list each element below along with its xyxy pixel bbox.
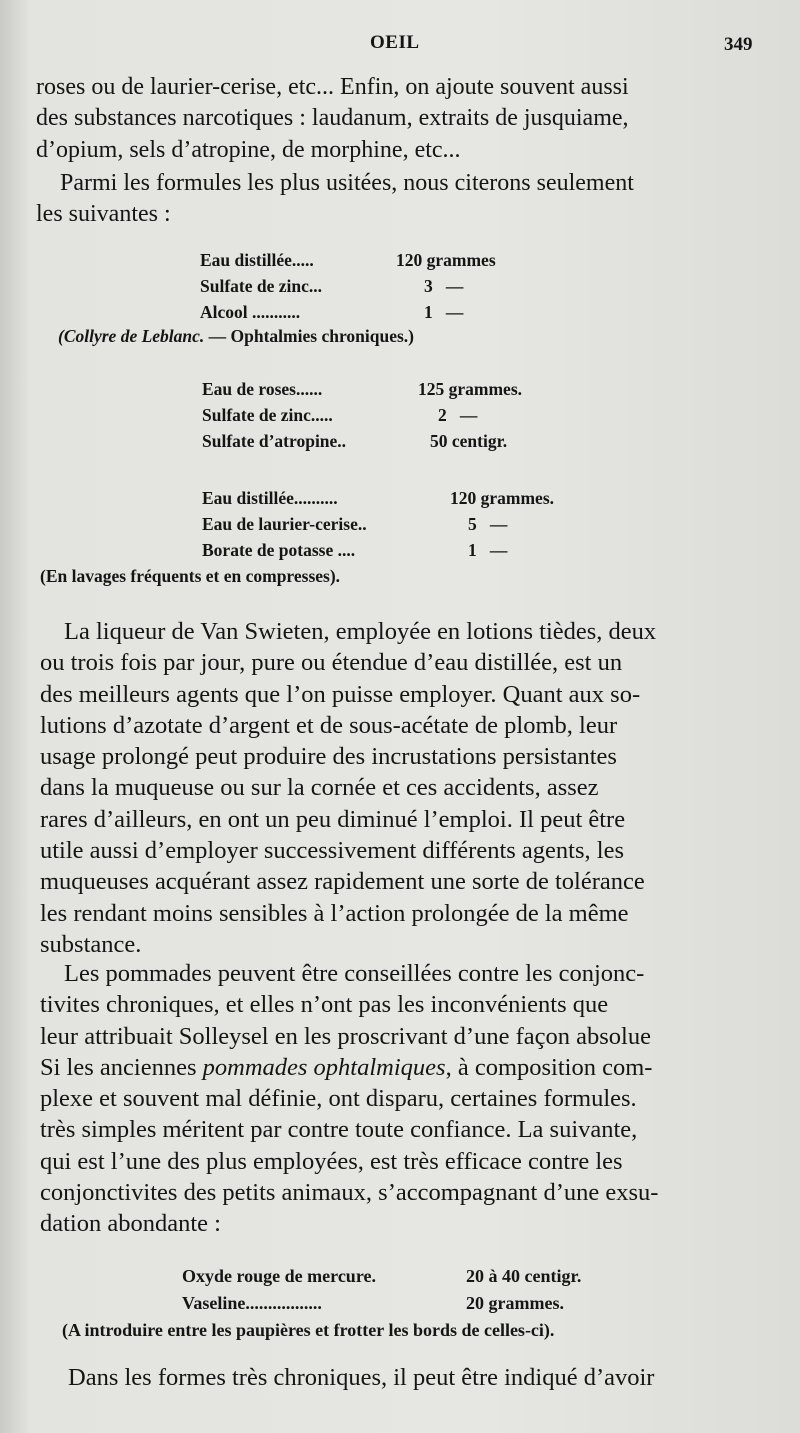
formula-row: [202, 402, 522, 428]
formula-caption: (En lavages fréquents et en compresses).: [40, 566, 341, 586]
text-line: tivites chroniques, et elles n’ont pas les inconvénients que: [40, 991, 609, 1019]
ingredient-quantity: 50 centigr.: [430, 431, 508, 451]
ingredient-name: Eau distillée.....: [200, 250, 314, 270]
text-run: Si les anciennes: [40, 1053, 203, 1081]
text-line: roses ou de laurier-cerise, etc... Enfin, on ajoute souvent aussi: [36, 74, 629, 100]
text-line: d’opium, sels d’atropine, de morphine, etc...: [36, 136, 461, 163]
ingredient-quantity: 1 —: [424, 302, 464, 322]
formula-row: [182, 1263, 581, 1290]
text-line: dation abondante :: [40, 1210, 221, 1238]
text-line: les rendant moins sensibles à l’action prolongée de la même: [40, 899, 629, 927]
ingredient-name: Sulfate de zinc.....: [202, 405, 333, 425]
formula-row: [200, 247, 496, 273]
text-line: très simples méritent par contre toute confiance. La suivante,: [40, 1116, 638, 1144]
formula-row: [202, 376, 522, 402]
ingredient-name: Alcool ...........: [200, 302, 301, 322]
text-line: plexe et souvent mal définie, ont disparu, certaines formules.: [40, 1085, 637, 1113]
closing-paragraph: [40, 1362, 762, 1393]
ingredient-quantity: 20 à 40 centigr.: [466, 1266, 582, 1286]
ingredient-quantity: 2 —: [438, 405, 478, 425]
running-head: OEIL: [370, 32, 420, 53]
text-line: qui est l’une des plus employées, est très efficace contre les: [40, 1147, 623, 1175]
formula-borate: [202, 485, 554, 563]
formula-caption: (A introduire entre les paupières et frotter les bords de celles-ci).: [62, 1320, 555, 1340]
formula-row: [202, 511, 554, 537]
formulas-intro-paragraph: [36, 168, 763, 231]
text-line: rares d’ailleurs, en ont un peu diminué l’emploi. Il peut être: [40, 805, 626, 833]
text-line: des meilleurs agents que l’on puisse employer. Quant aux so-: [40, 680, 641, 708]
ingredient-quantity: 120 grammes.: [450, 488, 555, 508]
text-line: muqueuses acquérant assez rapidement une sorte de tolérance: [40, 868, 645, 896]
caption-italic: (Collyre de Leblanc.: [58, 326, 205, 346]
formula-row: [182, 1290, 581, 1317]
text-line: utile aussi d’employer successivement différents agents, les: [40, 837, 624, 865]
ingredient-quantity: 3 —: [424, 276, 464, 296]
text-line: leur attribuait Solleysel en les proscrivant d’une façon absolue: [40, 1022, 651, 1050]
text-line: usage prolongé peut produire des incrustations persistantes: [40, 743, 617, 771]
formula-row: [202, 485, 554, 511]
text-line: ou trois fois par jour, pure ou étendue d’eau distillée, est un: [40, 649, 623, 677]
formula-row: [200, 273, 496, 299]
formula-caption: [58, 326, 414, 347]
ingredient-name: Sulfate d’atropine..: [202, 431, 347, 451]
ingredient-name: Borate de potasse ....: [202, 540, 356, 560]
text-line: [40, 1052, 762, 1083]
text-line: Les pommades peuvent être conseillées contre les conjonc-: [64, 960, 645, 987]
text-line: dans la muqueuse ou sur la cornée et ces accidents, assez: [40, 774, 599, 802]
ingredient-name: Eau de roses......: [202, 379, 323, 399]
page-header: [0, 32, 800, 60]
ingredient-quantity: 120 grammes: [396, 250, 496, 270]
ingredient-quantity: 20 grammes.: [466, 1293, 564, 1313]
formula-row: [202, 428, 522, 454]
formula-row: [202, 537, 554, 563]
pommades-paragraph: [40, 958, 762, 1240]
text-run: , à composition com-: [445, 1053, 653, 1081]
text-line: substance.: [40, 930, 142, 958]
text-line: lutions d’azotate d’argent et de sous-acétate de plomb, leur: [40, 711, 618, 739]
formula-leblanc: [200, 247, 496, 325]
caption-text: — Ophtalmies chroniques.): [204, 326, 414, 346]
text-line: des substances narcotiques : laudanum, extraits de jusquiame,: [36, 105, 629, 132]
text-line: La liqueur de Van Swieten, employée en lotions tièdes, deux: [64, 618, 657, 645]
ingredient-name: Sulfate de zinc...: [200, 276, 323, 296]
ingredient-quantity: 1 —: [468, 540, 508, 560]
formula-row: [200, 299, 496, 325]
van-swieten-paragraph: [40, 616, 762, 960]
page-number: 349: [724, 34, 753, 55]
ingredient-quantity: 5 —: [468, 514, 508, 534]
text-line: Dans les formes très chroniques, il peut être indiqué d’avoir: [68, 1364, 655, 1391]
formula-mercure: [182, 1263, 581, 1317]
text-line: conjonctivites des petits animaux, s’accompagnant d’une exsu-: [40, 1179, 659, 1207]
ingredient-name: Eau distillée..........: [202, 488, 338, 508]
text-line: les suivantes :: [36, 201, 171, 228]
ingredient-name: Eau de laurier-cerise..: [202, 514, 367, 534]
ingredient-name: Vaseline.................: [182, 1293, 322, 1313]
intro-paragraph: [36, 72, 763, 166]
formula-atropine: [202, 376, 522, 454]
text-line: Parmi les formules les plus usitées, nous citerons seulement: [60, 170, 634, 196]
ingredient-name: Oxyde rouge de mercure.: [182, 1266, 376, 1286]
ingredient-quantity: 125 grammes.: [418, 379, 523, 399]
italic-term: pommades ophtalmiques: [202, 1053, 446, 1081]
